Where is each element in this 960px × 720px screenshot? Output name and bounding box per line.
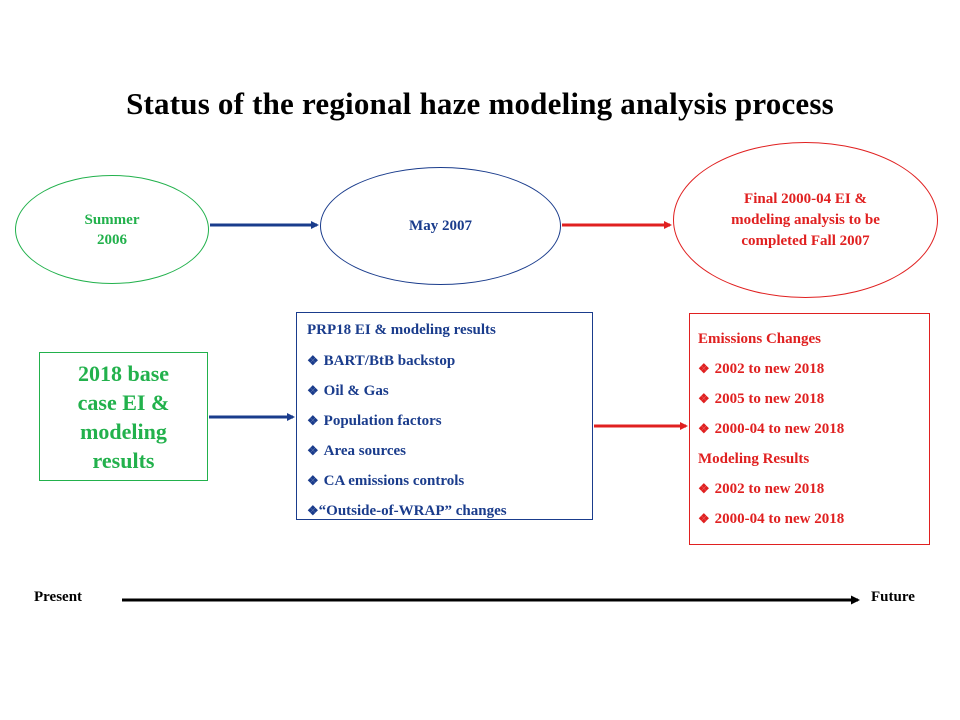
base-case-box [39, 352, 208, 481]
diamond-bullet-icon: ❖ [307, 503, 319, 518]
list-item: ❖ Area sources [307, 443, 407, 459]
final-analysis-node [673, 142, 938, 298]
prp18-box [296, 312, 593, 520]
final-analysis-label: Final 2000-04 EI & modeling analysis to be completed Fall 2007 [731, 190, 880, 249]
may-2007-node [320, 167, 561, 285]
diamond-bullet-icon: ❖ [698, 361, 710, 376]
diamond-bullet-icon: ❖ [698, 391, 710, 406]
list-item: ❖“Outside-of-WRAP” changes [307, 503, 507, 519]
modeling-results-header: Modeling Results [698, 451, 810, 467]
diamond-bullet-icon: ❖ [307, 383, 319, 398]
may-2007-label: May 2007 [409, 217, 472, 234]
page-title: Status of the regional haze modeling analysis process [126, 86, 834, 121]
present-label: Present [34, 589, 83, 605]
list-item: ❖ 2000-04 to new 2018 [698, 421, 845, 437]
summer-2006-node [15, 175, 209, 284]
emissions-changes-header: Emissions Changes [698, 331, 821, 347]
list-item: ❖ CA emissions controls [307, 473, 465, 489]
prp18-header: PRP18 EI & modeling results [307, 322, 496, 338]
diamond-bullet-icon: ❖ [698, 421, 710, 436]
changes-box [689, 313, 930, 545]
list-item: ❖ 2002 to new 2018 [698, 361, 825, 377]
summer-2006-label: Summer 2006 [84, 211, 140, 248]
list-item: ❖ 2002 to new 2018 [698, 481, 825, 497]
list-item: ❖ 2000-04 to new 2018 [698, 511, 845, 527]
base-case-label: 2018 base case EI & modeling results [77, 360, 170, 473]
diamond-bullet-icon: ❖ [307, 473, 319, 488]
list-item: ❖ 2005 to new 2018 [698, 391, 825, 407]
diamond-bullet-icon: ❖ [307, 413, 319, 428]
future-label: Future [871, 589, 915, 605]
list-item: ❖ BART/BtB backstop [307, 353, 456, 369]
list-item: ❖ Oil & Gas [307, 383, 389, 399]
list-item: ❖ Population factors [307, 413, 442, 429]
diamond-bullet-icon: ❖ [698, 481, 710, 496]
diamond-bullet-icon: ❖ [698, 511, 710, 526]
diamond-bullet-icon: ❖ [307, 443, 319, 458]
diamond-bullet-icon: ❖ [307, 353, 319, 368]
